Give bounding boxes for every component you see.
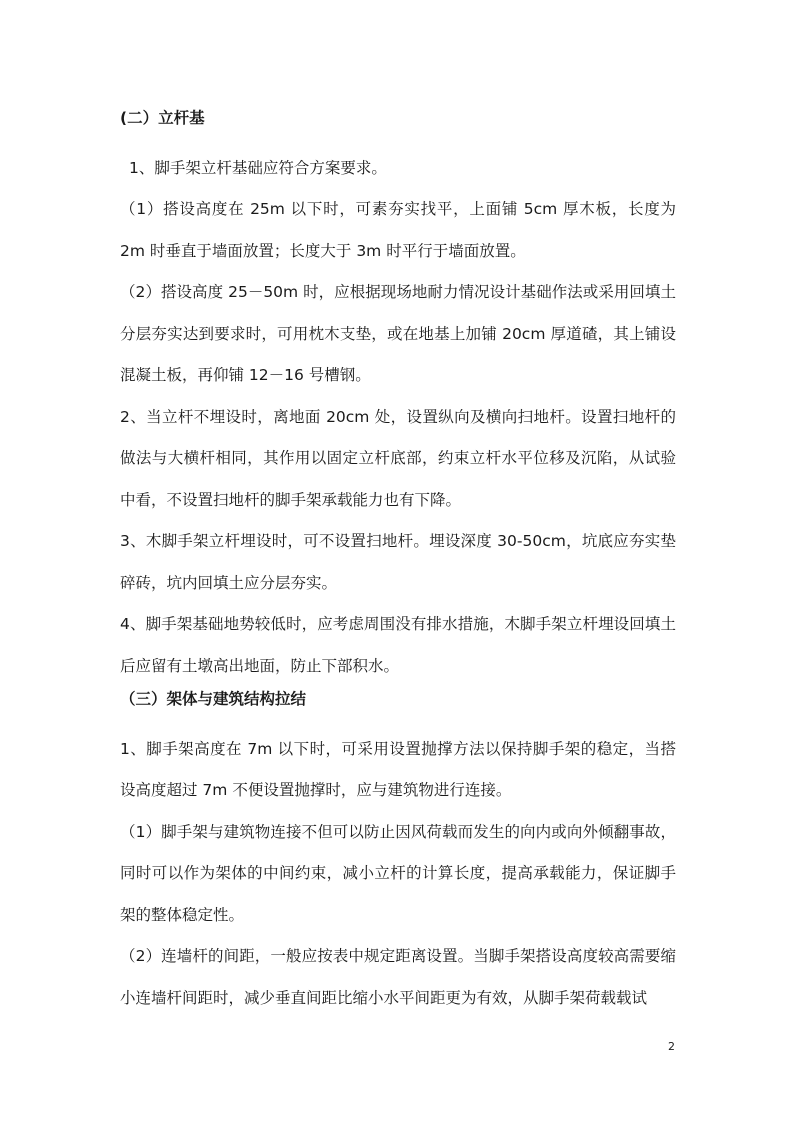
paragraph-s3-item-1-2: （2）连墙杆的间距，一般应按表中规定距离设置。当脚手架搭设高度较高需要缩小连墙杆间距时，减少垂直间距比缩小水平间距更为有效，从脚手架荷载载试	[120, 947, 676, 1007]
section-heading-foundation: (二）立杆基	[120, 109, 205, 127]
page-content	[120, 106, 676, 1019]
page-number: 2	[668, 1040, 675, 1053]
paragraph-item-2: 2、当立杆不埋设时，离地面 20cm 处，设置纵向及横向扫地杆。设置扫地杆的做法与大横杆相同，其作用以固定立杆底部，约束立杆水平位移及沉陷，从试验中看，不设置扫地杆的脚手架承载能力也有下降。	[120, 407, 676, 509]
paragraph-item-3: 3、木脚手架立杆埋设时，可不设置扫地杆。埋设深度 30-50cm，坑底应夯实垫碎砖，坑内回填土应分层夯实。	[120, 532, 676, 592]
paragraph-item-1-1: （1）搭设高度在 25m 以下时，可素夯实找平，上面铺 5cm 厚木板，长度为 2m 时垂直于墙面放置；长度大于 3m 时平行于墙面放置。	[120, 200, 676, 260]
section-heading-tie: （三）架体与建筑结构拉结	[120, 690, 307, 708]
paragraph-item-1-2: （2）搭设高度 25－50m 时，应根据现场地耐力情况设计基础作法或采用回填土分层夯实达到要求时，可用枕木支垫，或在地基上加铺 20cm 厚道碴，其上铺设混凝土板，再仰铺 12－16 号槽钢。	[120, 283, 676, 384]
paragraph-s3-item-1-1: （1）脚手架与建筑物连接不但可以防止因风荷载而发生的向内或向外倾翻事故，同时可以作为架体的中间约束，减小立杆的计算长度，提高承载能力，保证脚手架的整体稳定性。	[120, 822, 676, 924]
paragraph-s3-item-1: 1、脚手架高度在 7m 以下时，可采用设置抛撑方法以保持脚手架的稳定，当搭设高度超过 7m 不便设置抛撑时，应与建筑物进行连接。	[120, 739, 676, 799]
paragraph-item-1: 1、脚手架立杆基础应符合方案要求。	[129, 158, 387, 177]
paragraph-item-4: 4、脚手架基础地势较低时，应考虑周围没有排水措施，木脚手架立杆埋设回填土后应留有土墩高出地面，防止下部积水。	[120, 615, 676, 675]
